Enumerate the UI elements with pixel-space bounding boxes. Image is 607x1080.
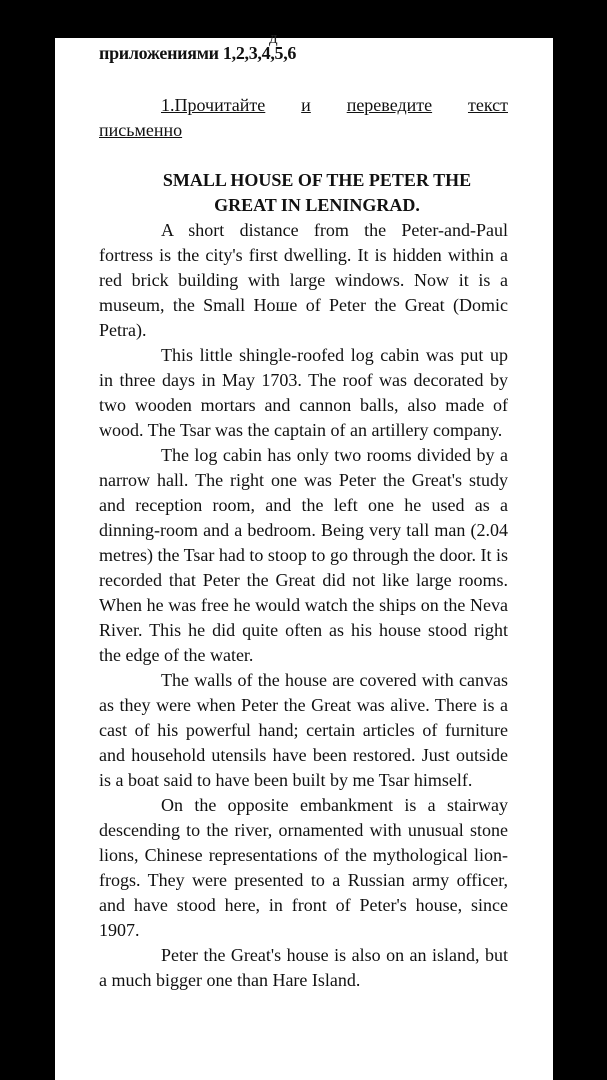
paragraph-1: A short distance from the Peter-and-Paul fortress is the city's first dwelling. It is hidden within a red brick building with large windows. Now it is a museum, the Small Hoшe of Peter the Great (Domic Petra). [99, 220, 508, 340]
task-word-4: текст [467, 95, 508, 115]
task-word-2: и [301, 95, 311, 115]
task-word-1: 1.Прочитайте [161, 95, 266, 115]
task-word-3: переведите [346, 95, 433, 115]
section-heading: приложениями 1,2,3,4,5,6 [99, 43, 297, 63]
document-page [55, 28, 553, 1080]
paragraph-5: On the opposite embankment is a stairway descending to the river, ornamented with unusual stone lions, Chinese representations of the mythological lion-frogs. They were presented to a Russian army officer, and have stood here, in front of Peter's house, since 1907. [99, 795, 508, 940]
task-word-5: письменно [99, 120, 183, 140]
article-title [117, 168, 517, 218]
article-title-line-1: SMALL HOUSE OF THE PETER THE [162, 170, 472, 190]
paragraph-3: The log cabin has only two rooms divided by a narrow hall. The right one was Peter the Great's study and reception room, and the left one he used as a dinning-room and a bedroom. Being very tall man (2.04 metres) the Tsar had to stoop to go through the door. It is recorded that Peter the Great did not like large rooms. When he was free he would watch the ships on the Neva River. This he did quite often as his house stood right the edge of the water. [99, 445, 508, 665]
paragraph-6: Peter the Great's house is also on an island, but a much bigger one than Hare Island. [99, 945, 508, 990]
paragraph-4: The walls of the house are covered with canvas as they were when Peter the Great was alive. There is a cast of his powerful hand; certain articles of furniture and household utensils have been restored. Just outside is a boat said to have been built by me Tsar himself. [99, 670, 508, 790]
article-title-line-2: GREAT IN LENINGRAD. [214, 195, 420, 215]
article-body [99, 218, 508, 993]
cut-off-text: д [269, 28, 278, 47]
task-instruction [99, 93, 508, 143]
paragraph-2: This little shingle-roofed log cabin was put up in three days in May 1703. The roof was decorated by two wooden mortars and cannon balls, also made of wood. The Tsar was the captain of an artillery company. [99, 345, 508, 440]
